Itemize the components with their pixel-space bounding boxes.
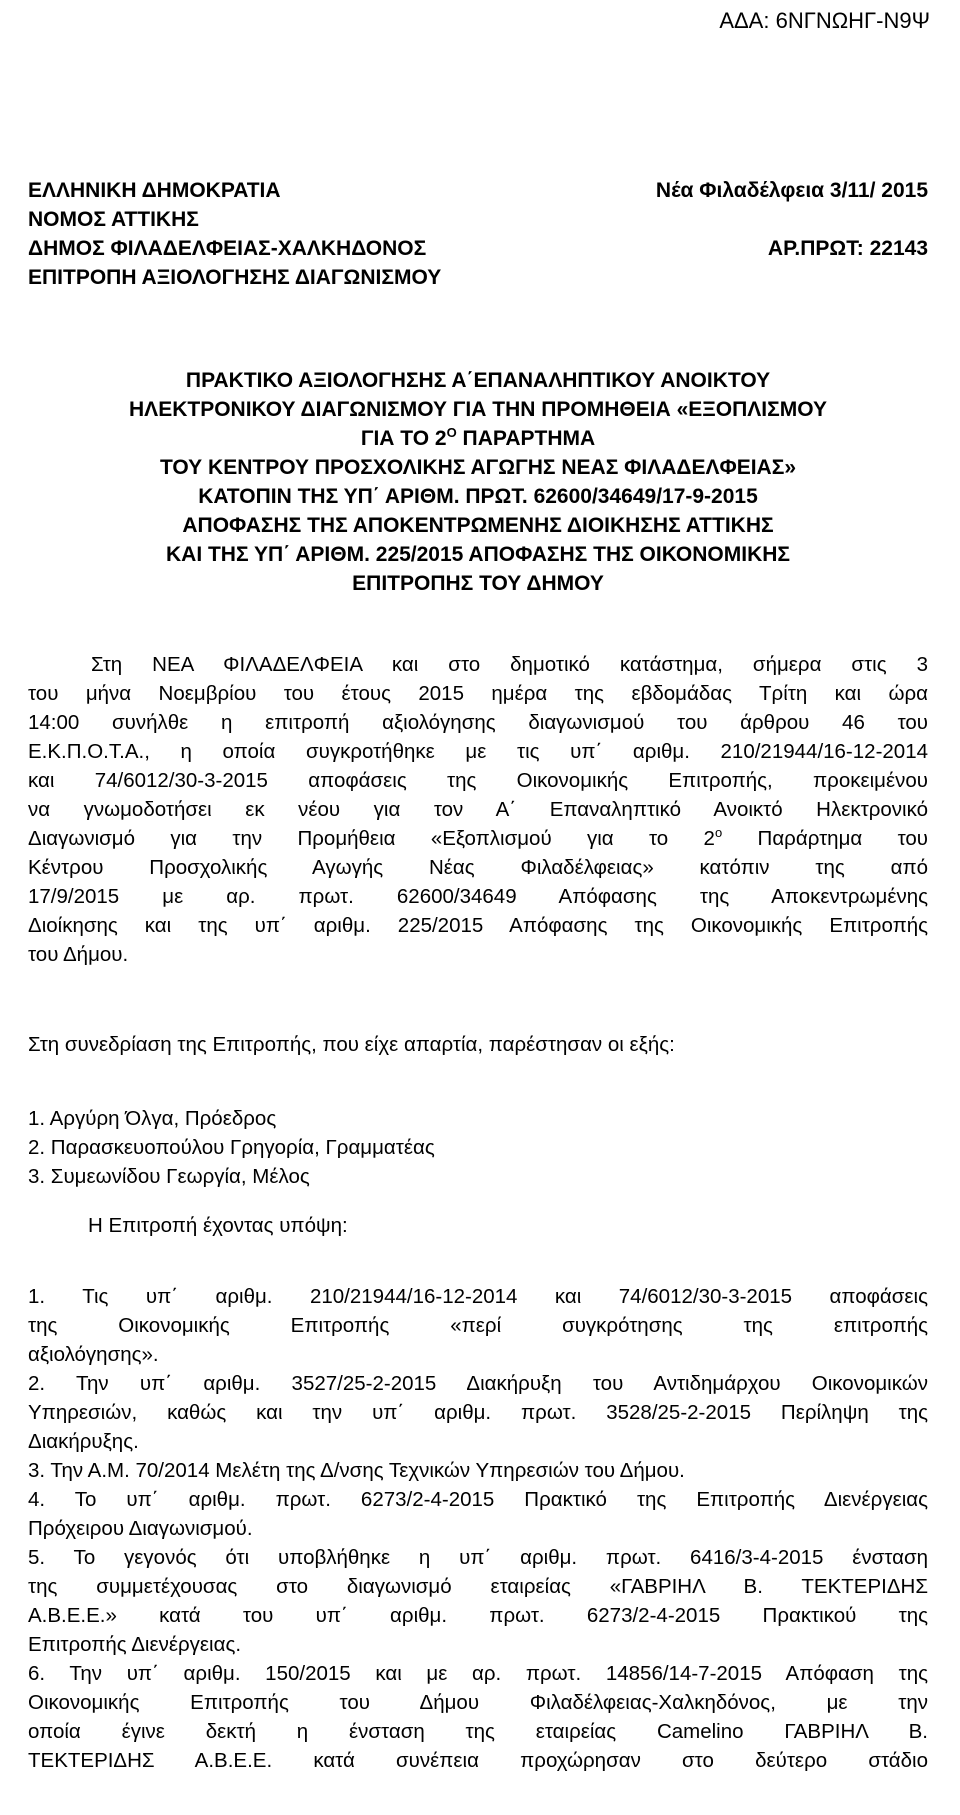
title-line: ΠΡΑΚΤΙΚΟ ΑΞΙΟΛΟΓΗΣΗΣ Α΄ΕΠΑΝΑΛΗΠΤΙΚΟΥ ΑΝΟΙΚΤΟΥ (185, 369, 771, 392)
title-line: ΚΑΙ ΤΗΣ ΥΠ΄ ΑΡΙΘΜ. 225/2015 ΑΠΟΦΑΣΗΣ ΤΗΣ ΟΙΚΟΝΟΜΙΚΗΣ (165, 543, 791, 566)
paragraph-line: του Δήμου. (28, 943, 129, 966)
consideration-line: Οικονομικής Επιτροπής του Δήμου Φιλαδέλφειας-Χαλκηδόνος, με την (28, 1691, 928, 1714)
consideration-line: της Οικονομικής Επιτροπής «περί συγκρότησης της επιτροπής (28, 1314, 928, 1337)
paragraph-line: και 74/6012/30-3-2015 αποφάσεις της Οικονομικής Επιτροπής, προκειμένου (28, 769, 928, 792)
header-municipality: ΔΗΜΟΣ ΦΙΛΑΔΕΛΦΕΙΑΣ-ΧΑΛΚΗΔΟΝΟΣ (28, 237, 427, 260)
consideration-line: 2. Την υπ΄ αριθμ. 3527/25-2-2015 Διακήρυξη του Αντιδημάρχου Οικονομικών (28, 1372, 928, 1395)
superscript: ο (714, 825, 723, 840)
title-line: ΑΠΟΦΑΣΗΣ ΤΗΣ ΑΠΟΚΕΝΤΡΩΜΕΝΗΣ ΔΙΟΙΚΗΣΗΣ ΑΤΤΙΚΗΣ (182, 514, 774, 537)
paragraph-line: του μήνα Νοεμβρίου του έτους 2015 ημέρα της εβδομάδας Τρίτη και ώρα (28, 682, 928, 705)
title-text: ΠΑΡΑΡΤΗΜΑ (456, 427, 596, 450)
header-row-4 (28, 263, 928, 292)
paragraph-line: 14:00 συνήλθε η επιτροπή αξιολόγησης διαγωνισμού του άρθρου 46 του (28, 711, 928, 734)
header-row-3 (28, 234, 928, 263)
header-republic: ΕΛΛΗΝΙΚΗ ΔΗΜΟΚΡΑΤΙΑ (28, 179, 281, 202)
paragraph-text: Παράρτημα του (722, 827, 928, 850)
consideration-line: 6. Την υπ΄ αριθμ. 150/2015 και με αρ. πρωτ. 14856/14-7-2015 Απόφαση της (28, 1662, 928, 1685)
title-line (28, 424, 928, 453)
member-item: 3. Συμεωνίδου Γεωργία, Μέλος (28, 1165, 310, 1188)
paragraph-line: Κέντρου Προσχολικής Αγωγής Νέας Φιλαδέλφειας» κατόπιν της από (28, 856, 928, 879)
members-list (28, 1104, 928, 1191)
title-line: ΚΑΤΟΠΙΝ ΤΗΣ ΥΠ΄ ΑΡΙΘΜ. ΠΡΩΤ. 62600/34649/17-9-2015 (198, 485, 758, 508)
consideration-line: της συμμετέχουσας στο διαγωνισμό εταιρείας «ΓΑΒΡΙΗΛ Β. ΤΕΚΤΕΡΙΔΗΣ (28, 1575, 928, 1598)
session-statement: Στη συνεδρίαση της Επιτροπής, που είχε απαρτία, παρέστησαν οι εξής: (28, 1033, 675, 1056)
paragraph-line (28, 824, 928, 853)
header-committee: ΕΠΙΤΡΟΠΗ ΑΞΙΟΛΟΓΗΣΗΣ ΔΙΑΓΩΝΙΣΜΟΥ (28, 266, 442, 289)
consideration-line: αξιολόγησης». (28, 1343, 159, 1366)
paragraph-text: Διαγωνισμό για την Προμήθεια «Εξοπλισμού για το 2 (28, 827, 715, 850)
considerations-list (28, 1282, 928, 1775)
consideration-line: 4. Το υπ΄ αριθμ. πρωτ. 6273/2-4-2015 Πρακτικό της Επιτροπής Διενέργειας (28, 1488, 928, 1511)
header-date: Νέα Φιλαδέλφεια 3/11/ 2015 (655, 179, 928, 202)
title-line: ΕΠΙΤΡΟΠΗΣ ΤΟΥ ΔΗΜΟΥ (352, 572, 604, 595)
superscript: Ο (446, 425, 457, 440)
paragraph-line: Διοίκησης και της υπ΄ αριθμ. 225/2015 Απόφασης της Οικονομικής Επιτροπής (28, 914, 928, 937)
header-prefecture: ΝΟΜΟΣ ΑΤΤΙΚΗΣ (28, 208, 199, 231)
member-item: 1. Αργύρη Όλγα, Πρόεδρος (28, 1107, 277, 1130)
title-line: ΤΟΥ ΚΕΝΤΡΟΥ ΠΡΟΣΧΟΛΙΚΗΣ ΑΓΩΓΗΣ ΝΕΑΣ ΦΙΛΑΔΕΛΦΕΙΑΣ» (159, 456, 797, 479)
consideration-line: οποία έγινε δεκτή η ένσταση της εταιρείας Camelino ΓΑΒΡΙΗΛ Β. (28, 1720, 928, 1743)
consideration-line: Υπηρεσιών, καθώς και την υπ΄ αριθμ. πρωτ. 3528/25-2-2015 Περίληψη της (28, 1401, 928, 1424)
member-item: 2. Παρασκευοπούλου Γρηγορία, Γραμματέας (28, 1136, 435, 1159)
considering-heading: Η Επιτροπή έχοντας υπόψη: (88, 1214, 348, 1237)
consideration-line: Α.Β.Ε.Ε.» κατά του υπ΄ αριθμ. πρωτ. 6273/2-4-2015 Πρακτικού της (28, 1604, 928, 1627)
consideration-line: Πρόχειρου Διαγωνισμού. (28, 1517, 253, 1540)
intro-paragraph (28, 650, 928, 969)
paragraph-line: Στη ΝΕΑ ΦΙΛΑΔΕΛΦΕΙΑ και στο δημοτικό κατάστημα, σήμερα στις 3 (91, 653, 928, 676)
consideration-line: 5. Το γεγονός ότι υποβλήθηκε η υπ΄ αριθμ. πρωτ. 6416/3-4-2015 ένσταση (28, 1546, 928, 1569)
title-line: ΗΛΕΚΤΡΟΝΙΚΟΥ ΔΙΑΓΩΝΙΣΜΟΥ ΓΙΑ ΤΗΝ ΠΡΟΜΗΘΕΙΑ «ΕΞΟΠΛΙΣΜΟΥ (129, 398, 827, 421)
ada-code: ΑΔΑ: 6ΝΓΝΩΗΓ-Ν9Ψ (719, 8, 930, 33)
consideration-line: Επιτροπής Διενέργειας. (28, 1633, 242, 1656)
paragraph-line: 17/9/2015 με αρ. πρωτ. 62600/34649 Απόφασης της Αποκεντρωμένης (28, 885, 928, 908)
consideration-line: 3. Την Α.Μ. 70/2014 Μελέτη της Δ/νσης Τεχνικών Υπηρεσιών του Δήμου. (28, 1459, 685, 1482)
title-text: ΓΙΑ ΤΟ 2 (360, 427, 447, 450)
document-header (28, 176, 928, 292)
header-row-1 (28, 176, 928, 205)
consideration-line: 1. Τις υπ΄ αριθμ. 210/21944/16-12-2014 και 74/6012/30-3-2015 αποφάσεις (28, 1285, 928, 1308)
consideration-line: Διακήρυξης. (28, 1430, 139, 1453)
paragraph-line: να γνωμοδοτήσει εκ νέου για τον Α΄ Επαναληπτικό Ανοικτό Ηλεκτρονικό (28, 798, 928, 821)
consideration-line: ΤΕΚΤΕΡΙΔΗΣ Α.Β.Ε.Ε. κατά συνέπεια προχώρησαν στο δεύτερο στάδιο (28, 1749, 928, 1772)
paragraph-line: Ε.Κ.Π.Ο.Τ.Α., η οποία συγκροτήθηκε με τις υπ΄ αριθμ. 210/21944/16-12-2014 (28, 740, 928, 763)
header-row-2 (28, 205, 928, 234)
document-title (28, 366, 928, 598)
header-protocol-number: ΑΡ.ΠΡΩΤ: 22143 (767, 237, 928, 260)
